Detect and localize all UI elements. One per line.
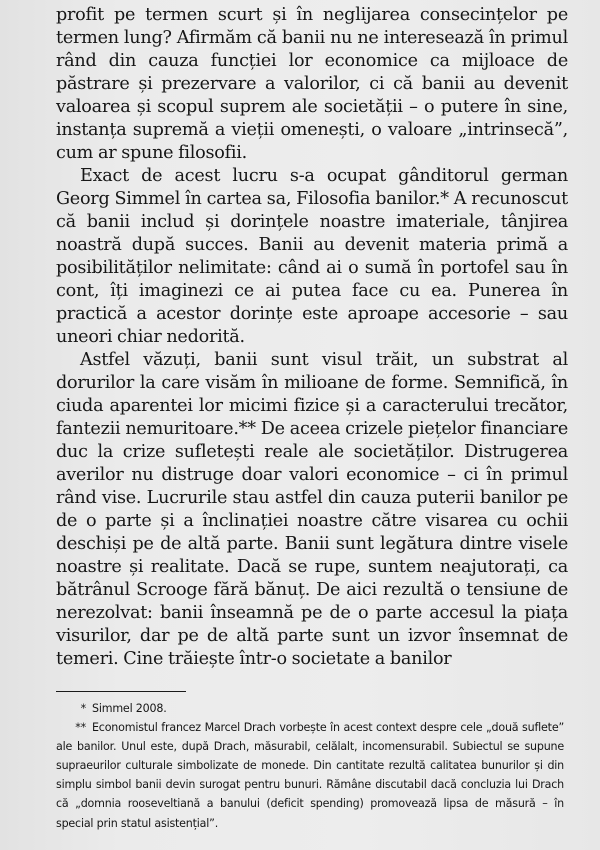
footnote-text: Simmel 2008. bbox=[92, 702, 167, 715]
footnote-marker: ** bbox=[75, 721, 86, 735]
footnote-divider bbox=[56, 691, 186, 692]
footnote-marker: * bbox=[80, 702, 86, 715]
paragraph-2: Exact de acest lucru s-a ocupat gânditorul german Georg Simmel în cartea sa, Filosofia banilor.* A recunoscut că banii includ și dorințele noastre imateriale, tânjirea noastră după succes. Banii au devenit materia primă a posibilităților nelimitate: când ai o sumă în portofel sau în cont, îți imaginezi ce ai putea face cu ea. Punerea în practică a acestor dorințe este aproape accesorie – sau uneori chiar nedorită. bbox=[56, 166, 568, 347]
footnotes bbox=[56, 699, 564, 833]
paragraph-1: profit pe termen scurt și în neglijarea consecințelor pe termen lung? Afirmăm că banii nu ne interesează în primul rând din cauza funcției lor economice ca mijloace de păstrare și prezervare a valorilor, ci că banii au devenit valoarea și scopul suprem ale societății – o putere în sine, instanța supremă a vieții omenești, o valoare „intrinsecă”, cum ar spune filosofii. bbox=[56, 5, 568, 163]
paragraph-3: Astfel văzuți, banii sunt visul trăit, un substrat al dorurilor la care visăm în milioane de forme. Semnifică, în ciuda aparentei lor micimi fizice și a caracterului trecător, fantezii nemuritoare.** De aceea crizele piețelor financiare duc la crize sufletești reale ale societăților. Distrugerea averilor nu distruge doar valori economice – ci în primul rând vise. Lucrurile stau astfel din cauza puterii banilor pe de o parte și a înclinației noastre către visarea cu ochii deschiși pe de altă parte. Banii sunt legătura dintre visele noastre și realitate. Dacă se rupe, suntem neajutorați, ca bătrânul Scrooge fără bănuț. De aici rezultă o tensiune de nerezolvat: banii înseamnă pe de o parte accesul la piața visurilor, dar pe de altă parte sunt un izvor însemnat de temeri. Cine trăiește într-o societate a banilor bbox=[56, 350, 568, 669]
body-text bbox=[56, 4, 568, 671]
footnote-2 bbox=[56, 718, 564, 833]
footnote-text: Economistul francez Marcel Drach vorbește în acest context despre cele „două suflete” ale banilor. Unul este, după Drach, măsurabil, celălalt, incomensurabil. Subiectul se supune supraeurilor culturale simbolizate de monede. Din cantitate rezultă calitatea bunurilor și din simplu simbol banii devin surogat pentru bunuri. Rămâne discutabil dacă concluzia lui Drach că „domnia rooseveltiană a banului (deficit spending) promovează lipsa de măsură – în special prin statul asistențial”. bbox=[56, 721, 564, 830]
footnote-1 bbox=[56, 699, 564, 718]
